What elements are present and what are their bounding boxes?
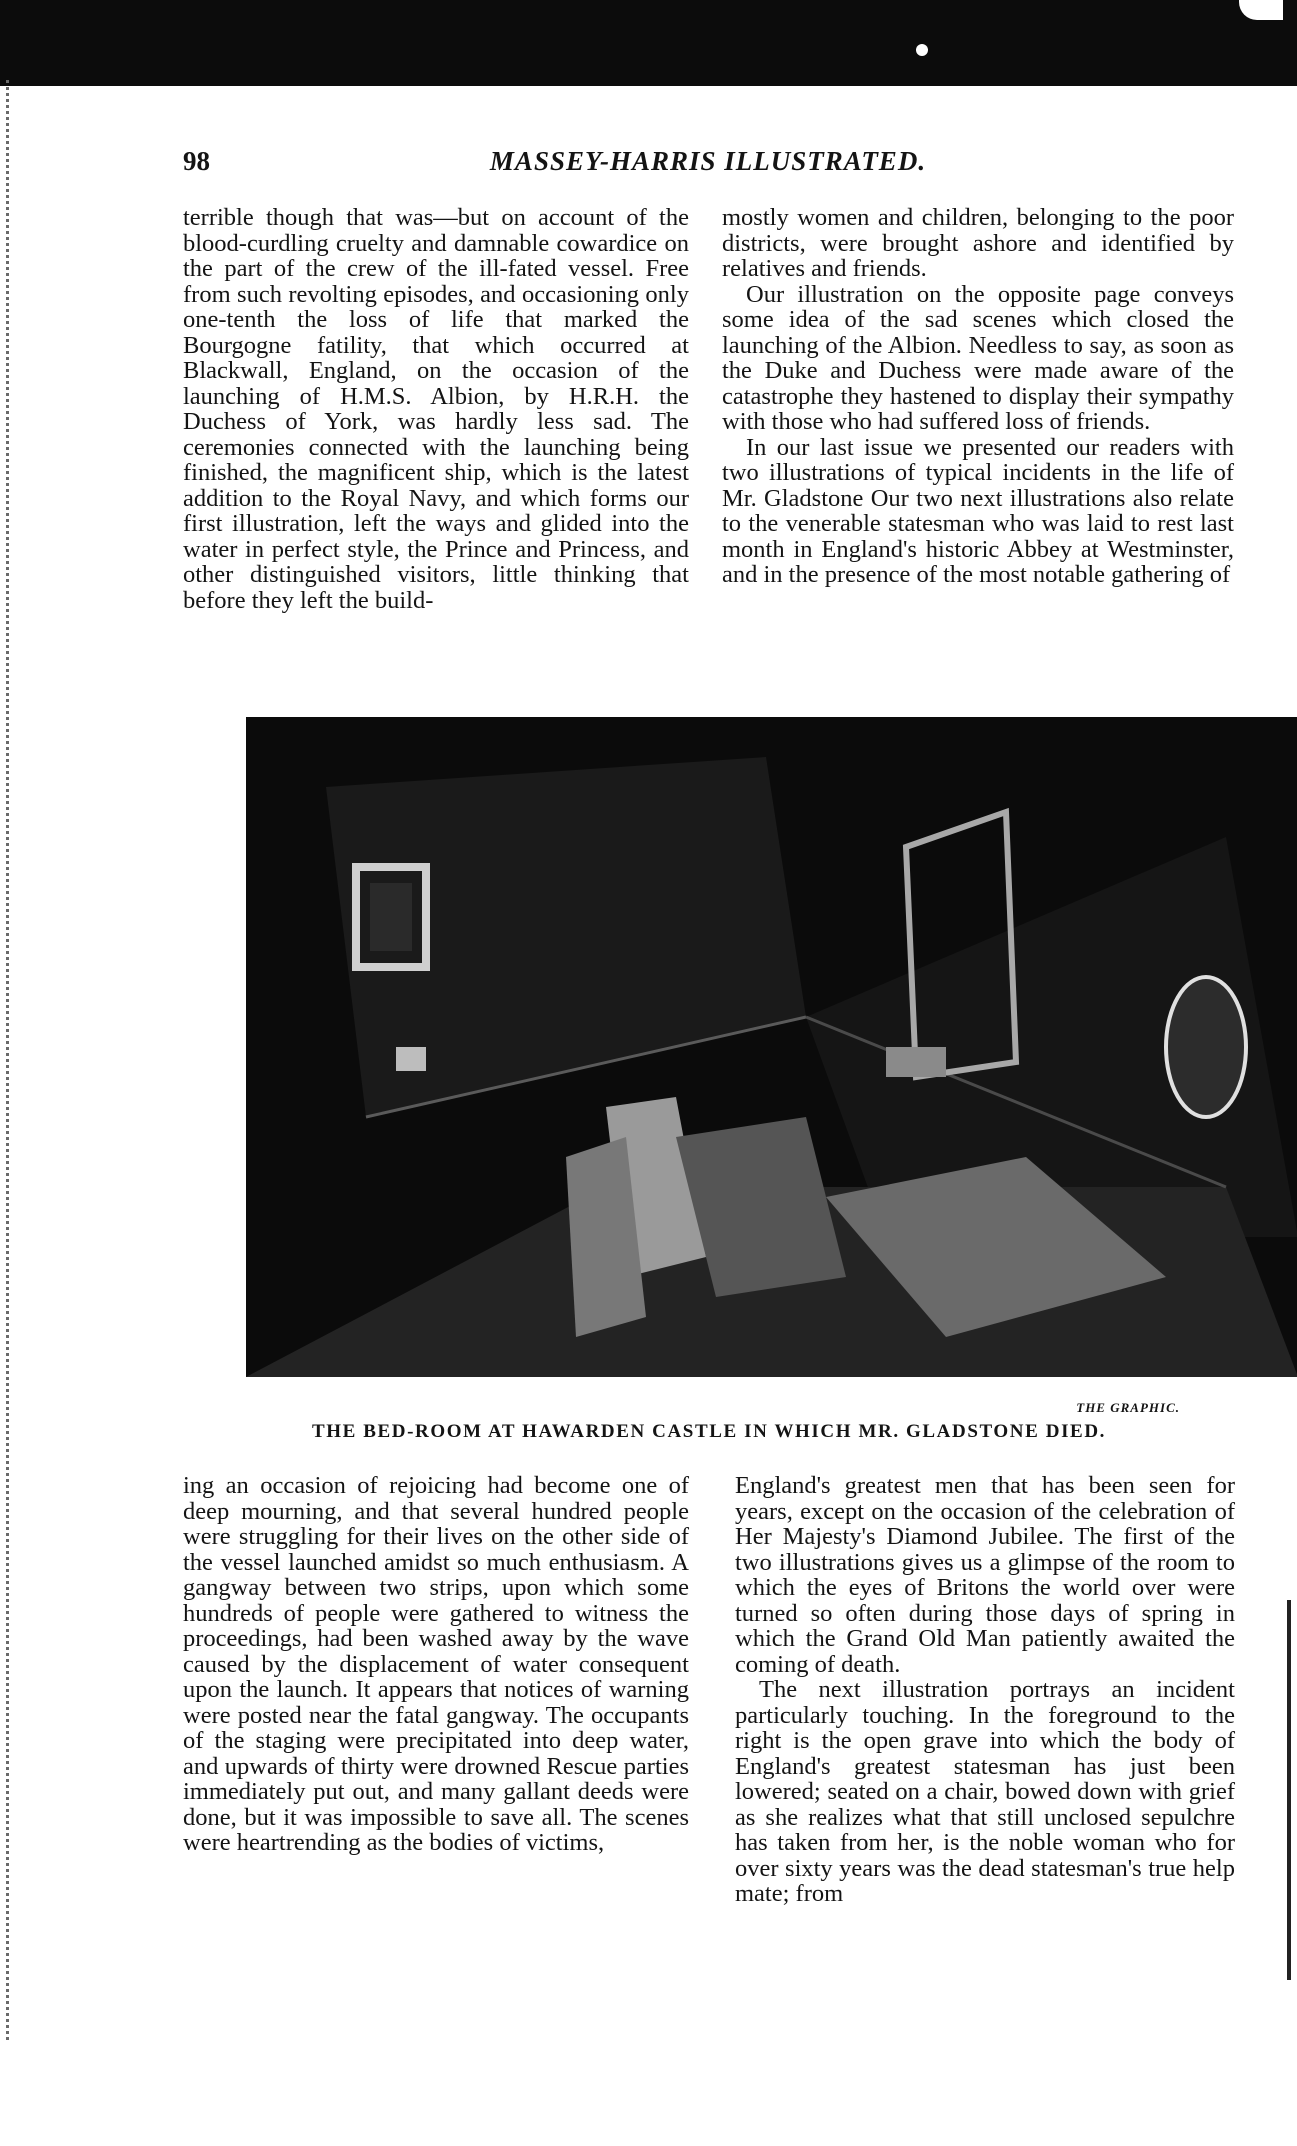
article-column-bottom-right [735, 1473, 1235, 1907]
paragraph: mostly women and children, belonging to the poor districts, were brought ashore and identified by relatives and friends. [722, 204, 1234, 282]
paragraph: ing an occasion of rejoicing had become one of deep mourning, and that several hundred people were struggling for their lives on the other side of the vessel launched amidst so much enthusiasm. A gangway between two strips, upon which some hundreds of people were gathered to witness the proceedings, had been washed away by the wave caused by the displacement of water consequent upon the launch. It appears that notices of warning were posted near the fatal gangway. The occupants of the staging were precipitated into deep water, and upwards of thirty were drowned Rescue parties immediately put out, and many gallant deeds were done, but it was impossible to save all. The scenes were heartrending as the bodies of victims, [183, 1472, 689, 1856]
photo-credit: THE GRAPHIC. [1076, 1400, 1180, 1415]
scan-right-edge [1287, 1600, 1291, 1980]
scan-speck [916, 44, 928, 56]
article-column-bottom-left [183, 1473, 689, 1856]
page-header [183, 146, 1233, 182]
bedroom-photograph [246, 717, 1297, 1377]
scan-top-border [0, 0, 1297, 86]
scan-left-edge [6, 80, 9, 2040]
bedroom-photo-image [246, 717, 1297, 1377]
article-column-top-left [183, 205, 689, 613]
paragraph: The next illustration portrays an incident particularly touching. In the foreground to the right is the open grave into which the body of England's greatest statesman has just been lowered; seated on a chair, bowed down with grief as she realizes what that still unclosed sepulchre has taken from her, is the noble woman who for over sixty years was the dead statesman's true help mate; from [735, 1676, 1235, 1907]
article-column-top-right [722, 205, 1234, 588]
photo-caption: THE BED-ROOM AT HAWARDEN CASTLE IN WHICH MR. GLADSTONE DIED. [311, 1421, 1107, 1442]
paragraph: England's greatest men that has been seen for years, except on the occasion of the celebration of Her Majesty's Diamond Jubilee. The first of the two illustrations gives us a glimpse of the room to which the eyes of Britons the world over were turned so often during those days of spring in which the Grand Old Man patiently awaited the coming of death. [735, 1472, 1235, 1678]
paragraph: In our last issue we presented our readers with two illustrations of typical incidents in the life of Mr. Gladstone Our two next illustrations also relate to the venerable statesman who was laid to rest last month in England's historic Abbey at Westminster, and in the presence of the most notable gathering of [722, 433, 1234, 588]
page-number: 98 [183, 146, 210, 176]
running-title: MASSEY-HARRIS ILLUSTRATED. [489, 146, 927, 176]
paragraph: Our illustration on the opposite page conveys some idea of the sad scenes which closed the launching of the Albion. Needless to say, as soon as the Duke and Duchess were made aware of the catastrophe they hastened to display their sympathy with those who had suffered loss of friends. [722, 280, 1234, 435]
scan-corner-notch [1239, 0, 1283, 20]
paragraph: terrible though that was—but on account of the blood-curdling cruelty and damnable cowardice on the part of the crew of the ill-fated vessel. Free from such revolting episodes, and occasioning only one-tenth the loss of life that marked the Bourgogne fatility, that which occurred at Blackwall, England, on the occasion of the launching of H.M.S. Albion, by H.R.H. the Duchess of York, was hardly less sad. The ceremonies connected with the launching being finished, the magnificent ship, which is the latest addition to the Royal Navy, and which forms our first illustration, left the ways and glided into the water in perfect style, the Prince and Princess, and other distinguished visitors, little thinking that before they left the build- [183, 204, 689, 614]
